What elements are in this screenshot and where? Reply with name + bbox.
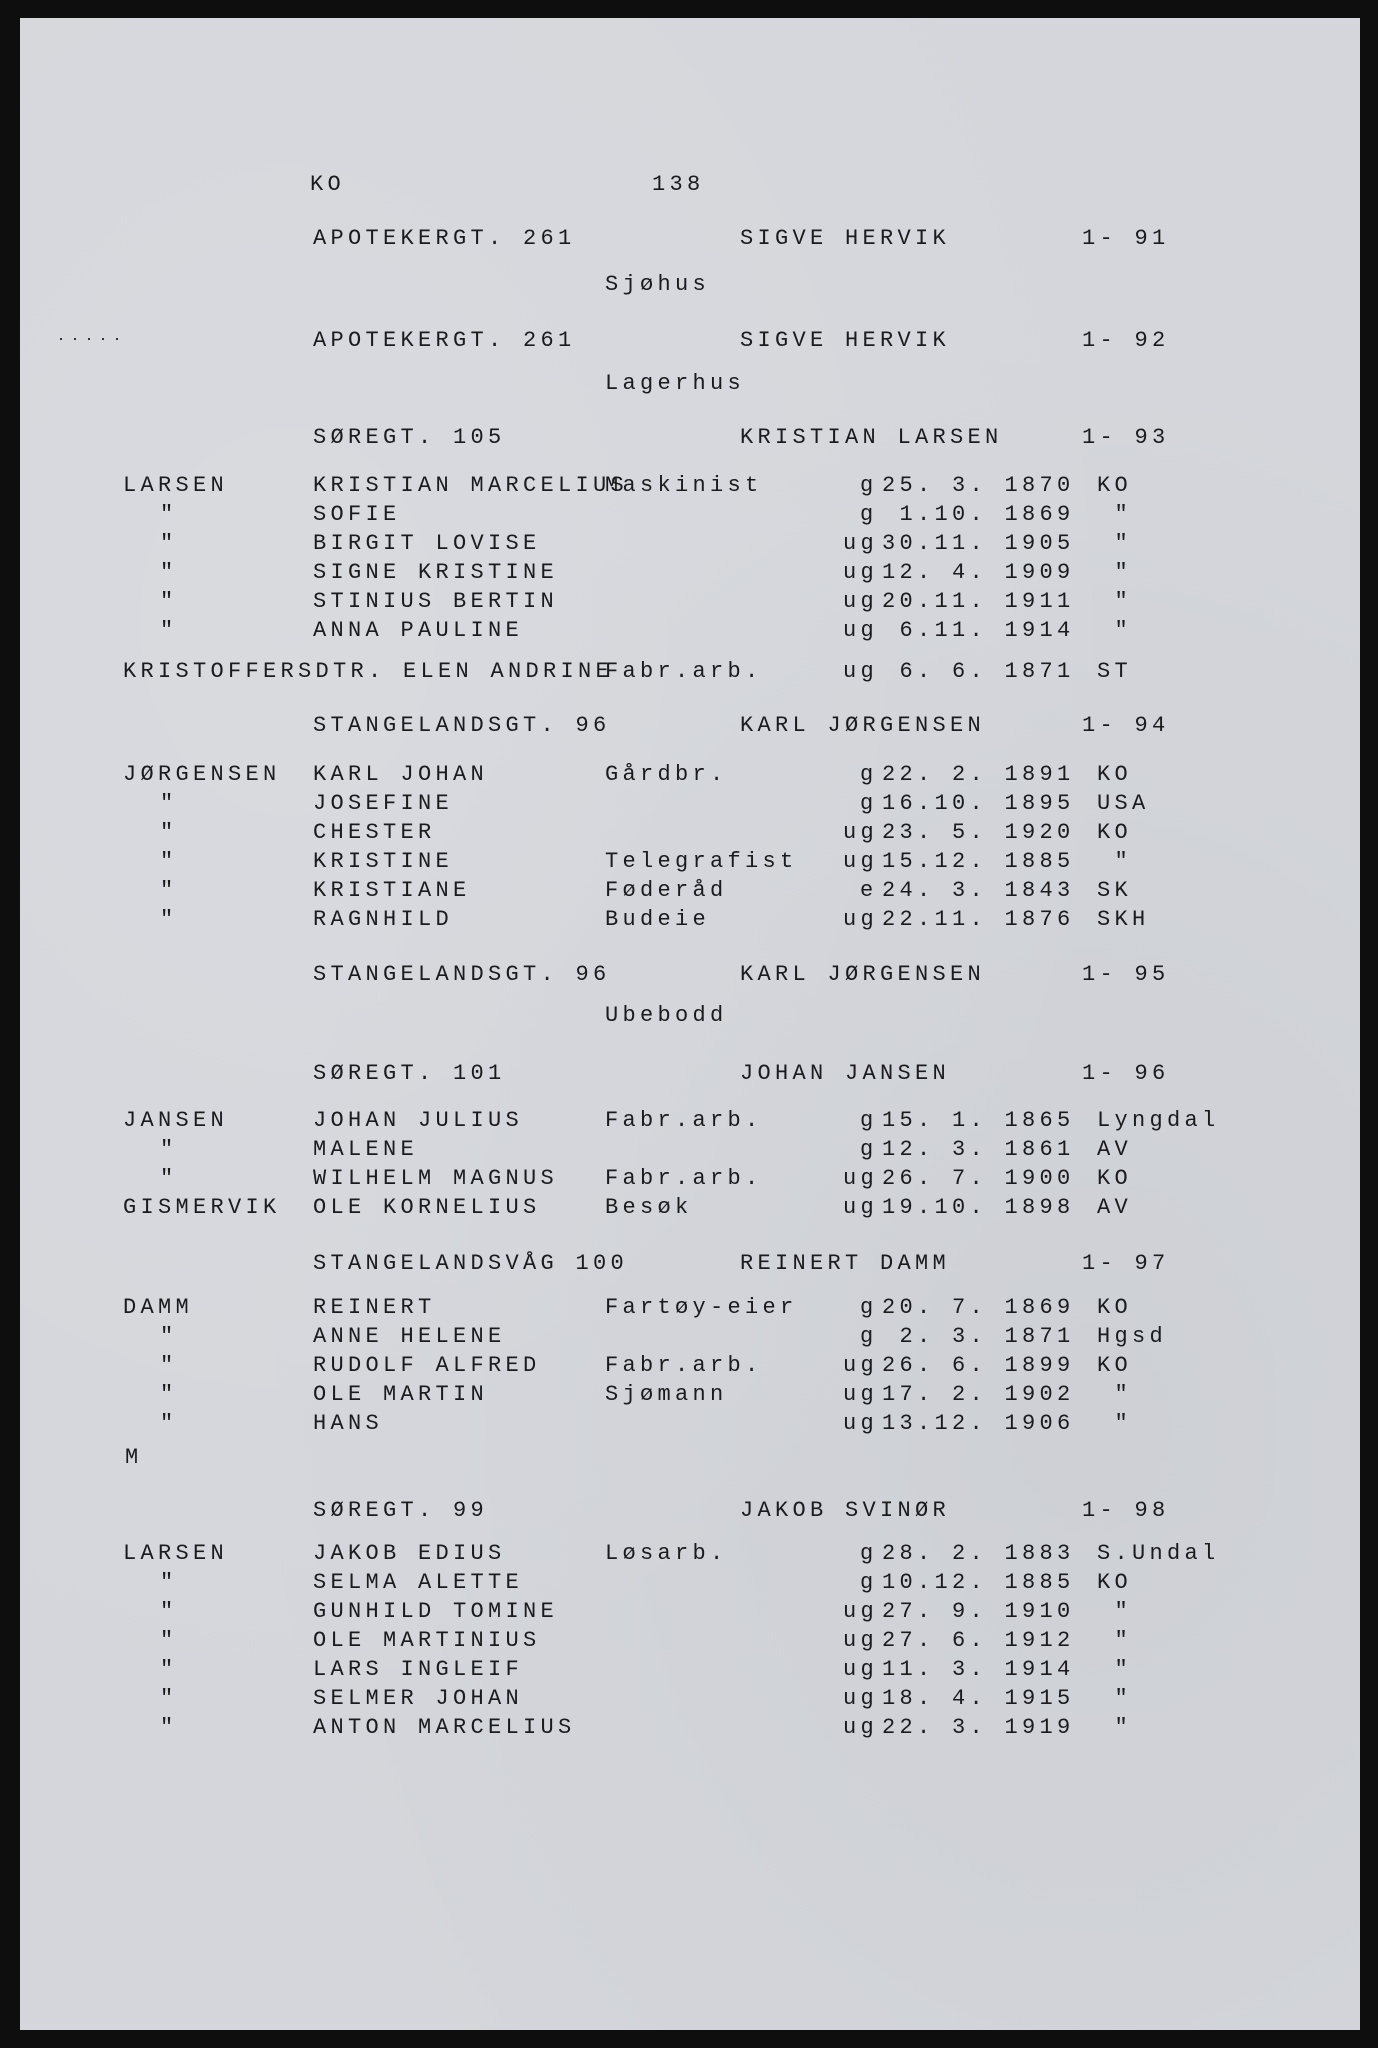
- given-name: LARS INGLEIF: [313, 1657, 524, 1682]
- given-name: REINERT: [313, 1295, 436, 1320]
- birth-date: 30.11. 1905: [882, 531, 1075, 556]
- birth-date: 6.11. 1914: [882, 618, 1075, 643]
- surname-ditto: ": [160, 849, 178, 874]
- surname-ditto: ": [160, 1411, 178, 1436]
- given-name: OLE MARTINIUS: [313, 1628, 541, 1653]
- occupation: Budeie: [605, 907, 711, 932]
- given-name: STINIUS BERTIN: [313, 589, 559, 614]
- given-name: KRISTIAN MARCELIUS: [313, 473, 629, 498]
- marital-status: e: [860, 878, 878, 903]
- birth-date: 22.11. 1876: [882, 907, 1075, 932]
- marital-status: ug: [843, 1353, 879, 1378]
- surname-ditto: ": [160, 1353, 178, 1378]
- surname: KRISTOFFERSDTR. ELEN ANDRINE: [123, 659, 614, 684]
- surname-ditto: ": [160, 1715, 178, 1740]
- birth-place: ": [1097, 560, 1133, 585]
- occupation: Fabr.arb.: [605, 1108, 763, 1133]
- section-number: 1- 94: [1082, 713, 1170, 738]
- occupation: Maskinist: [605, 473, 763, 498]
- surname-ditto: ": [160, 1686, 178, 1711]
- surname-ditto: ": [160, 502, 178, 527]
- occupation: Fabr.arb.: [605, 1353, 763, 1378]
- birth-date: 27. 6. 1912: [882, 1628, 1075, 1653]
- surname: LARSEN: [123, 473, 229, 498]
- marital-status: ug: [843, 589, 879, 614]
- section-note: Lagerhus: [605, 371, 746, 396]
- birth-date: 25. 3. 1870: [882, 473, 1075, 498]
- marital-status: ug: [843, 907, 879, 932]
- birth-place: KO: [1097, 762, 1133, 787]
- birth-place: ": [1097, 531, 1133, 556]
- surname-ditto: ": [160, 1166, 178, 1191]
- birth-place: SKH: [1097, 907, 1150, 932]
- surname-ditto: ": [160, 1137, 178, 1162]
- birth-date: 20. 7. 1869: [882, 1295, 1075, 1320]
- birth-place: ": [1097, 1382, 1133, 1407]
- marital-status: ug: [843, 618, 879, 643]
- birth-date: 1.10. 1869: [882, 502, 1075, 527]
- surname: DAMM: [123, 1295, 194, 1320]
- marital-status: ug: [843, 1166, 879, 1191]
- birth-place: ": [1097, 849, 1133, 874]
- birth-place: AV: [1097, 1195, 1133, 1220]
- birth-place: Hgsd: [1097, 1324, 1168, 1349]
- surname-ditto: ": [160, 618, 178, 643]
- marital-status: ug: [843, 1657, 879, 1682]
- section-number: 1- 95: [1082, 962, 1170, 987]
- occupation: Telegrafist: [605, 849, 798, 874]
- given-name: JOSEFINE: [313, 791, 454, 816]
- section-owner: JOHAN JANSEN: [740, 1061, 951, 1086]
- surname: JANSEN: [123, 1108, 229, 1133]
- district-code: KO: [310, 172, 346, 197]
- section-owner: SIGVE HERVIK: [740, 328, 951, 353]
- section-address: SØREGT. 105: [313, 425, 506, 450]
- marital-status: ug: [843, 1599, 879, 1624]
- surname-ditto: ": [160, 1628, 178, 1653]
- birth-place: USA: [1097, 791, 1150, 816]
- birth-date: 20.11. 1911: [882, 589, 1075, 614]
- surname-ditto: ": [160, 791, 178, 816]
- birth-place: KO: [1097, 1353, 1133, 1378]
- section-number: 1- 93: [1082, 425, 1170, 450]
- surname: LARSEN: [123, 1541, 229, 1566]
- birth-date: 2. 3. 1871: [882, 1324, 1075, 1349]
- birth-place: KO: [1097, 1570, 1133, 1595]
- section-owner: REINERT DAMM: [740, 1251, 951, 1276]
- birth-date: 23. 5. 1920: [882, 820, 1075, 845]
- marital-status: g: [860, 1570, 878, 1595]
- surname-ditto: ": [160, 1657, 178, 1682]
- marital-status: g: [860, 762, 878, 787]
- marital-status: ug: [843, 1715, 879, 1740]
- section-number: 1- 96: [1082, 1061, 1170, 1086]
- birth-place: SK: [1097, 878, 1133, 903]
- section-address: APOTEKERGT. 261: [313, 226, 576, 251]
- surname-ditto: ": [160, 1324, 178, 1349]
- surname-ditto: ": [160, 820, 178, 845]
- surname-ditto: ": [160, 1382, 178, 1407]
- surname-ditto: ": [160, 907, 178, 932]
- birth-place: ": [1097, 589, 1133, 614]
- section-number: 1- 91: [1082, 226, 1170, 251]
- section-number: 1- 92: [1082, 328, 1170, 353]
- birth-place: KO: [1097, 1166, 1133, 1191]
- section-note: Sjøhus: [605, 272, 711, 297]
- birth-date: 26. 7. 1900: [882, 1166, 1075, 1191]
- surname: GISMERVIK: [123, 1195, 281, 1220]
- birth-place: AV: [1097, 1137, 1133, 1162]
- marital-status: g: [860, 1324, 878, 1349]
- birth-place: KO: [1097, 1295, 1133, 1320]
- marital-status: ug: [843, 849, 879, 874]
- marital-status: ug: [843, 1686, 879, 1711]
- birth-date: 6. 6. 1871: [882, 659, 1075, 684]
- birth-place: ": [1097, 618, 1133, 643]
- given-name: OLE KORNELIUS: [313, 1195, 541, 1220]
- given-name: RAGNHILD: [313, 907, 454, 932]
- marital-status: g: [860, 473, 878, 498]
- page-number: 138: [652, 172, 705, 197]
- margin-mark: M: [125, 1445, 143, 1470]
- given-name: WILHELM MAGNUS: [313, 1166, 559, 1191]
- birth-date: 22. 2. 1891: [882, 762, 1075, 787]
- given-name: GUNHILD TOMINE: [313, 1599, 559, 1624]
- marital-status: ug: [843, 1195, 879, 1220]
- marital-status: g: [860, 1108, 878, 1133]
- section-owner: KRISTIAN LARSEN: [740, 425, 1003, 450]
- given-name: RUDOLF ALFRED: [313, 1353, 541, 1378]
- birth-place: ": [1097, 1686, 1133, 1711]
- given-name: KRISTIANE: [313, 878, 471, 903]
- birth-place: ": [1097, 1715, 1133, 1740]
- section-address: APOTEKERGT. 261: [313, 328, 576, 353]
- birth-date: 19.10. 1898: [882, 1195, 1075, 1220]
- birth-place: ": [1097, 1411, 1133, 1436]
- section-address: SØREGT. 99: [313, 1498, 489, 1523]
- surname-ditto: ": [160, 589, 178, 614]
- birth-date: 13.12. 1906: [882, 1411, 1075, 1436]
- section-owner: JAKOB SVINØR: [740, 1498, 951, 1523]
- section-address: STANGELANDSGT. 96: [313, 713, 611, 738]
- birth-date: 15. 1. 1865: [882, 1108, 1075, 1133]
- birth-place: ST: [1097, 659, 1133, 684]
- section-address: STANGELANDSGT. 96: [313, 962, 611, 987]
- birth-date: 22. 3. 1919: [882, 1715, 1075, 1740]
- marital-status: ug: [843, 531, 879, 556]
- birth-place: Lyngdal: [1097, 1108, 1220, 1133]
- occupation: Fabr.arb.: [605, 659, 763, 684]
- given-name: HANS: [313, 1411, 384, 1436]
- marital-status: g: [860, 1295, 878, 1320]
- margin-dots: [60, 338, 130, 340]
- given-name: SIGNE KRISTINE: [313, 560, 559, 585]
- given-name: OLE MARTIN: [313, 1382, 489, 1407]
- given-name: SELMER JOHAN: [313, 1686, 524, 1711]
- birth-place: KO: [1097, 820, 1133, 845]
- occupation: Besøk: [605, 1195, 693, 1220]
- marital-status: g: [860, 1137, 878, 1162]
- marital-status: ug: [843, 1382, 879, 1407]
- birth-date: 16.10. 1895: [882, 791, 1075, 816]
- section-owner: SIGVE HERVIK: [740, 226, 951, 251]
- birth-place: S.Undal: [1097, 1541, 1220, 1566]
- given-name: ANTON MARCELIUS: [313, 1715, 576, 1740]
- birth-date: 28. 2. 1883: [882, 1541, 1075, 1566]
- marital-status: g: [860, 791, 878, 816]
- occupation: Sjømann: [605, 1382, 728, 1407]
- given-name: CHESTER: [313, 820, 436, 845]
- section-owner: KARL JØRGENSEN: [740, 713, 986, 738]
- occupation: Fartøy-eier: [605, 1295, 798, 1320]
- marital-status: g: [860, 1541, 878, 1566]
- birth-date: 17. 2. 1902: [882, 1382, 1075, 1407]
- surname-ditto: ": [160, 531, 178, 556]
- birth-date: 26. 6. 1899: [882, 1353, 1075, 1378]
- birth-date: 27. 9. 1910: [882, 1599, 1075, 1624]
- birth-place: ": [1097, 1599, 1133, 1624]
- given-name: ANNE HELENE: [313, 1324, 506, 1349]
- birth-place: ": [1097, 502, 1133, 527]
- given-name: ANNA PAULINE: [313, 618, 524, 643]
- marital-status: ug: [843, 659, 879, 684]
- section-number: 1- 98: [1082, 1498, 1170, 1523]
- given-name: SOFIE: [313, 502, 401, 527]
- surname-ditto: ": [160, 560, 178, 585]
- birth-place: ": [1097, 1657, 1133, 1682]
- occupation: Fabr.arb.: [605, 1166, 763, 1191]
- marital-status: g: [860, 502, 878, 527]
- marital-status: ug: [843, 820, 879, 845]
- section-note: Ubebodd: [605, 1003, 728, 1028]
- birth-place: KO: [1097, 473, 1133, 498]
- section-address: SØREGT. 101: [313, 1061, 506, 1086]
- birth-date: 12. 3. 1861: [882, 1137, 1075, 1162]
- given-name: MALENE: [313, 1137, 419, 1162]
- marital-status: ug: [843, 560, 879, 585]
- given-name: JAKOB EDIUS: [313, 1541, 506, 1566]
- surname-ditto: ": [160, 1570, 178, 1595]
- birth-date: 12. 4. 1909: [882, 560, 1075, 585]
- occupation: Gårdbr.: [605, 762, 728, 787]
- section-address: STANGELANDSVÅG 100: [313, 1251, 629, 1276]
- surname: JØRGENSEN: [123, 762, 281, 787]
- section-owner: KARL JØRGENSEN: [740, 962, 986, 987]
- occupation: Føderåd: [605, 878, 728, 903]
- given-name: KARL JOHAN: [313, 762, 489, 787]
- birth-date: 10.12. 1885: [882, 1570, 1075, 1595]
- birth-date: 15.12. 1885: [882, 849, 1075, 874]
- birth-date: 24. 3. 1843: [882, 878, 1075, 903]
- given-name: JOHAN JULIUS: [313, 1108, 524, 1133]
- birth-date: 18. 4. 1915: [882, 1686, 1075, 1711]
- given-name: BIRGIT LOVISE: [313, 531, 541, 556]
- occupation: Løsarb.: [605, 1541, 728, 1566]
- marital-status: ug: [843, 1411, 879, 1436]
- surname-ditto: ": [160, 1599, 178, 1624]
- given-name: SELMA ALETTE: [313, 1570, 524, 1595]
- birth-place: ": [1097, 1628, 1133, 1653]
- birth-date: 11. 3. 1914: [882, 1657, 1075, 1682]
- given-name: KRISTINE: [313, 849, 454, 874]
- section-number: 1- 97: [1082, 1251, 1170, 1276]
- surname-ditto: ": [160, 878, 178, 903]
- marital-status: ug: [843, 1628, 879, 1653]
